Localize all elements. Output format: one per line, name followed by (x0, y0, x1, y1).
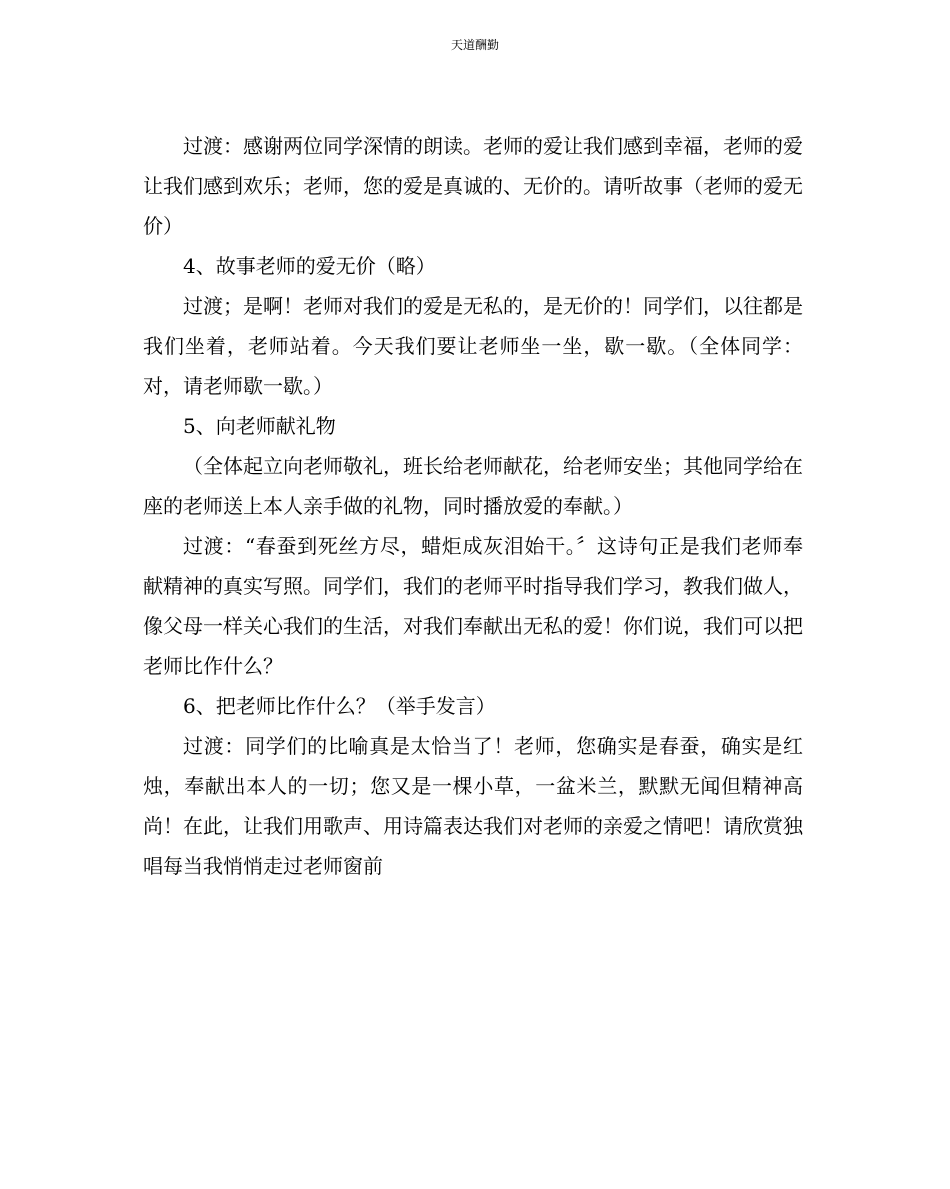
paragraph-transition-2: 过渡；是啊！老师对我们的爱是无私的，是无价的！同学们，以往都是我们坐着，老师站着。今天我们要让老师坐一坐，歇一歇。（全体同学：对，请老师歇一歇。） (143, 294, 803, 398)
paragraph-item-6: 6、把老师比作什么？（举手发言） (183, 694, 496, 718)
paragraph-item-4: 4、故事老师的爱无价（略） (183, 254, 436, 278)
paragraph-transition-1: 过渡：感谢两位同学深情的朗读。老师的爱让我们感到幸福，老师的爱让我们感到欢乐；老师，您的爱是真诚的、无价的。请听故事（老师的爱无价） (143, 134, 803, 238)
paragraph-item-5: 5、向老师献礼物 (183, 414, 336, 438)
document-body (143, 126, 803, 886)
paragraph-transition-3: 过渡：“春蚕到死丝方尽，蜡炬成灰泪始干。〞这诗句正是我们老师奉献精神的真实写照。同学们，我们的老师平时指导我们学习，教我们做人，像父母一样关心我们的生活，对我们奉献出无私的爱！你们说，我们可以把老师比作什么？ (143, 534, 803, 678)
page-header: 天道酬勤 (450, 38, 499, 52)
paragraph-transition-4: 过渡：同学们的比喻真是太恰当了！老师，您确实是春蚕，确实是红烛，奉献出本人的一切；您又是一棵小草，一盆米兰，默默无闻但精神高尚！在此，让我们用歌声、用诗篇表达我们对老师的亲爱之情吧！请欣赏独唱每当我悄悄走过老师窗前 (143, 734, 803, 878)
paragraph-gift-note: （全体起立向老师敬礼，班长给老师献花，给老师安坐；其他同学给在座的老师送上本人亲手做的礼物，同时播放爱的奉献。） (143, 454, 803, 518)
